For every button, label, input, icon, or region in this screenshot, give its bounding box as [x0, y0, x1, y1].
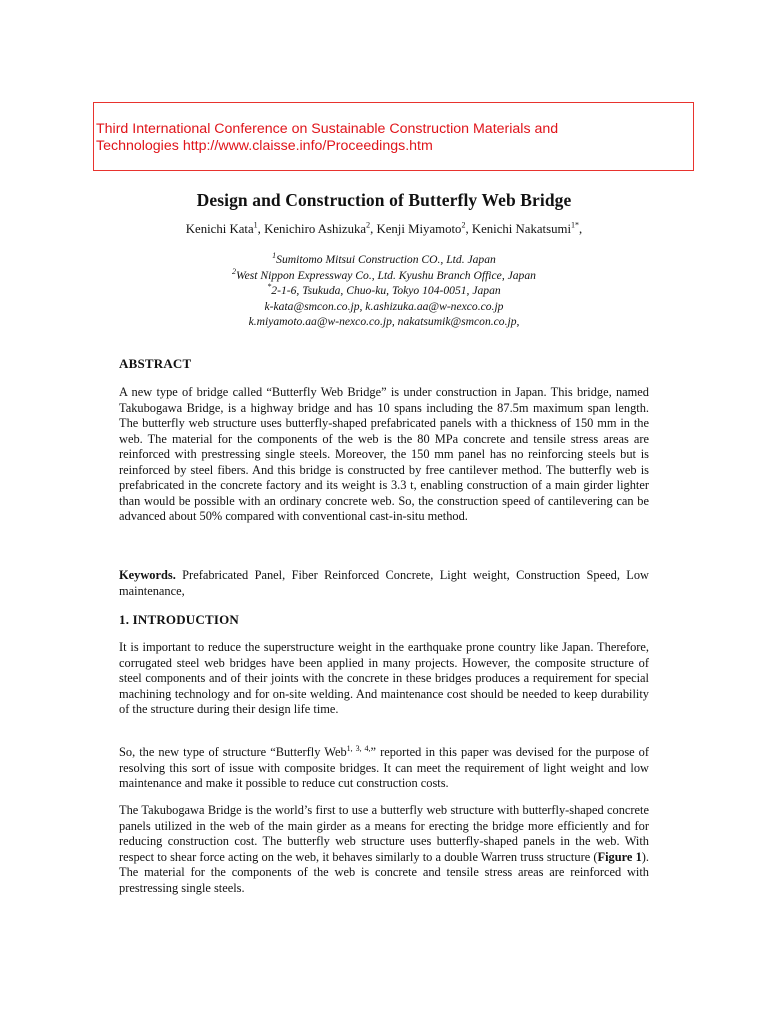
affiliation-2: [0, 268, 768, 284]
intro-paragraph-2: [119, 745, 649, 792]
author-separator: ,: [257, 222, 265, 236]
affiliation-address: [0, 283, 768, 299]
author-name: Kenichi Nakatsumi: [471, 222, 571, 236]
author-name: Kenichiro Ashizuka: [264, 222, 367, 236]
proceedings-url[interactable]: http://www.claisse.info/Proceedings.htm: [182, 137, 433, 154]
author-emails-1[interactable]: k-kata@smcon.co.jp, k.ashizuka.aa@w-nexco.co.jp: [264, 299, 504, 313]
para-text: ” reported in this paper was devised for the purpose of resolving this sort of issue with composite bridges. It can meet the requirement of light weight and low maintenance and make it possible to reduce cut construction costs.: [119, 745, 649, 790]
author-affil-mark: 2: [366, 220, 371, 230]
author-name: Kenichi Kata: [185, 222, 254, 236]
conference-line2: [96, 138, 693, 155]
author-affil-mark: 2: [461, 220, 466, 230]
author-affil-mark: 1: [253, 220, 258, 230]
affil-mark: *: [267, 282, 272, 292]
author-list: [0, 222, 768, 237]
keywords: [119, 568, 649, 599]
intro-paragraph-3: [119, 803, 649, 896]
conference-name-cont: Technologies: [96, 137, 179, 154]
figure-ref: Figure 1: [597, 849, 642, 864]
para-text: So, the new type of structure “Butterfly Web: [119, 745, 347, 759]
para-text: The Takubogawa Bridge is the world’s first to use a butterfly web structure with butterfly-shaped concrete panels utilized in the web of the main girder as a means for erecting the bridge more efficiently and for reducing construction cost. The butterfly web structure uses butterfly-shaped panels in the web. With respect to shear force acting on the web, it behaves similarly to a double Warren truss structure (: [119, 803, 649, 864]
keywords-label: Keywords.: [119, 568, 176, 582]
affiliation-1: [0, 252, 768, 268]
paper-title: Design and Construction of Butterfly Web Bridge: [196, 190, 572, 210]
author-separator: ,: [465, 222, 472, 236]
introduction-heading: 1. INTRODUCTION: [119, 612, 240, 627]
affil-text: 2-1-6, Tsukuda, Chuo-ku, Tokyo 104-0051, Japan: [271, 284, 501, 297]
affil-text: West Nippon Expressway Co., Ltd. Kyushu Branch Office, Japan: [236, 268, 536, 282]
author-separator: ,: [579, 222, 583, 236]
affil-text: Sumitomo Mitsui Construction CO., Ltd. Japan: [276, 253, 496, 266]
author-emails-2[interactable]: k.miyamoto.aa@w-nexco.co.jp, nakatsumik@smcon.co.jp,: [248, 315, 520, 328]
keywords-text: Prefabricated Panel, Fiber Reinforced Concrete, Light weight, Construction Speed, Low maintenance,: [119, 568, 649, 598]
citation-ref: 1, 3, 4,: [346, 743, 371, 753]
conference-name: Third International Conference on Sustainable Construction Materials and: [96, 121, 559, 137]
affil-mark: 2: [232, 266, 237, 276]
author-separator: ,: [370, 222, 377, 236]
author-name: Kenji Miyamoto: [376, 222, 462, 236]
abstract-heading: ABSTRACT: [119, 356, 192, 371]
abstract-text: A new type of bridge called “Butterfly Web Bridge” is under construction in Japan. This bridge, named Takubogawa Bridge, is a highway bridge and has 10 spans including the 87.5m maximum span length. The butterfly web structure uses butterfly-shaped prefabricated panels with a thickness of 150 mm in the web. The material for the components of the web is the 80 MPa concrete and tensile stress areas are reinforced with prestressing single steels. Moreover, the 150 mm panel has no reinforcing steels but is reinforced by steel fibers. And this bridge is constructed by free cantilever method. The butterfly web is prefabricated in the concrete factory and its weight is 3.3 t, enabling construction of a main girder lighter than would be possible with an ordinary concrete web. So, the construction speed of cantilevering can be advanced about 50% compared with conventional cast-in-situ method.: [119, 385, 649, 523]
conference-banner: [93, 102, 694, 171]
intro-paragraph-1: It is important to reduce the superstructure weight in the earthquake prone country like Japan. Therefore, corrugated steel web bridges have been applied in many projects. However, the composite structure of steel components and of their joints with the concrete in these bridges produces a requirement for special machining technology and for on-site welding. And maintenance cost should be needed to keep durability of the structure during their design life time.: [119, 640, 649, 716]
para-text: ). The material for the components of the web is concrete and tensile stress areas are reinforced with prestressing single steels.: [119, 849, 650, 895]
affil-mark: 1: [272, 251, 277, 261]
author-affil-mark: 1*: [571, 220, 579, 230]
affiliations: [0, 252, 768, 330]
